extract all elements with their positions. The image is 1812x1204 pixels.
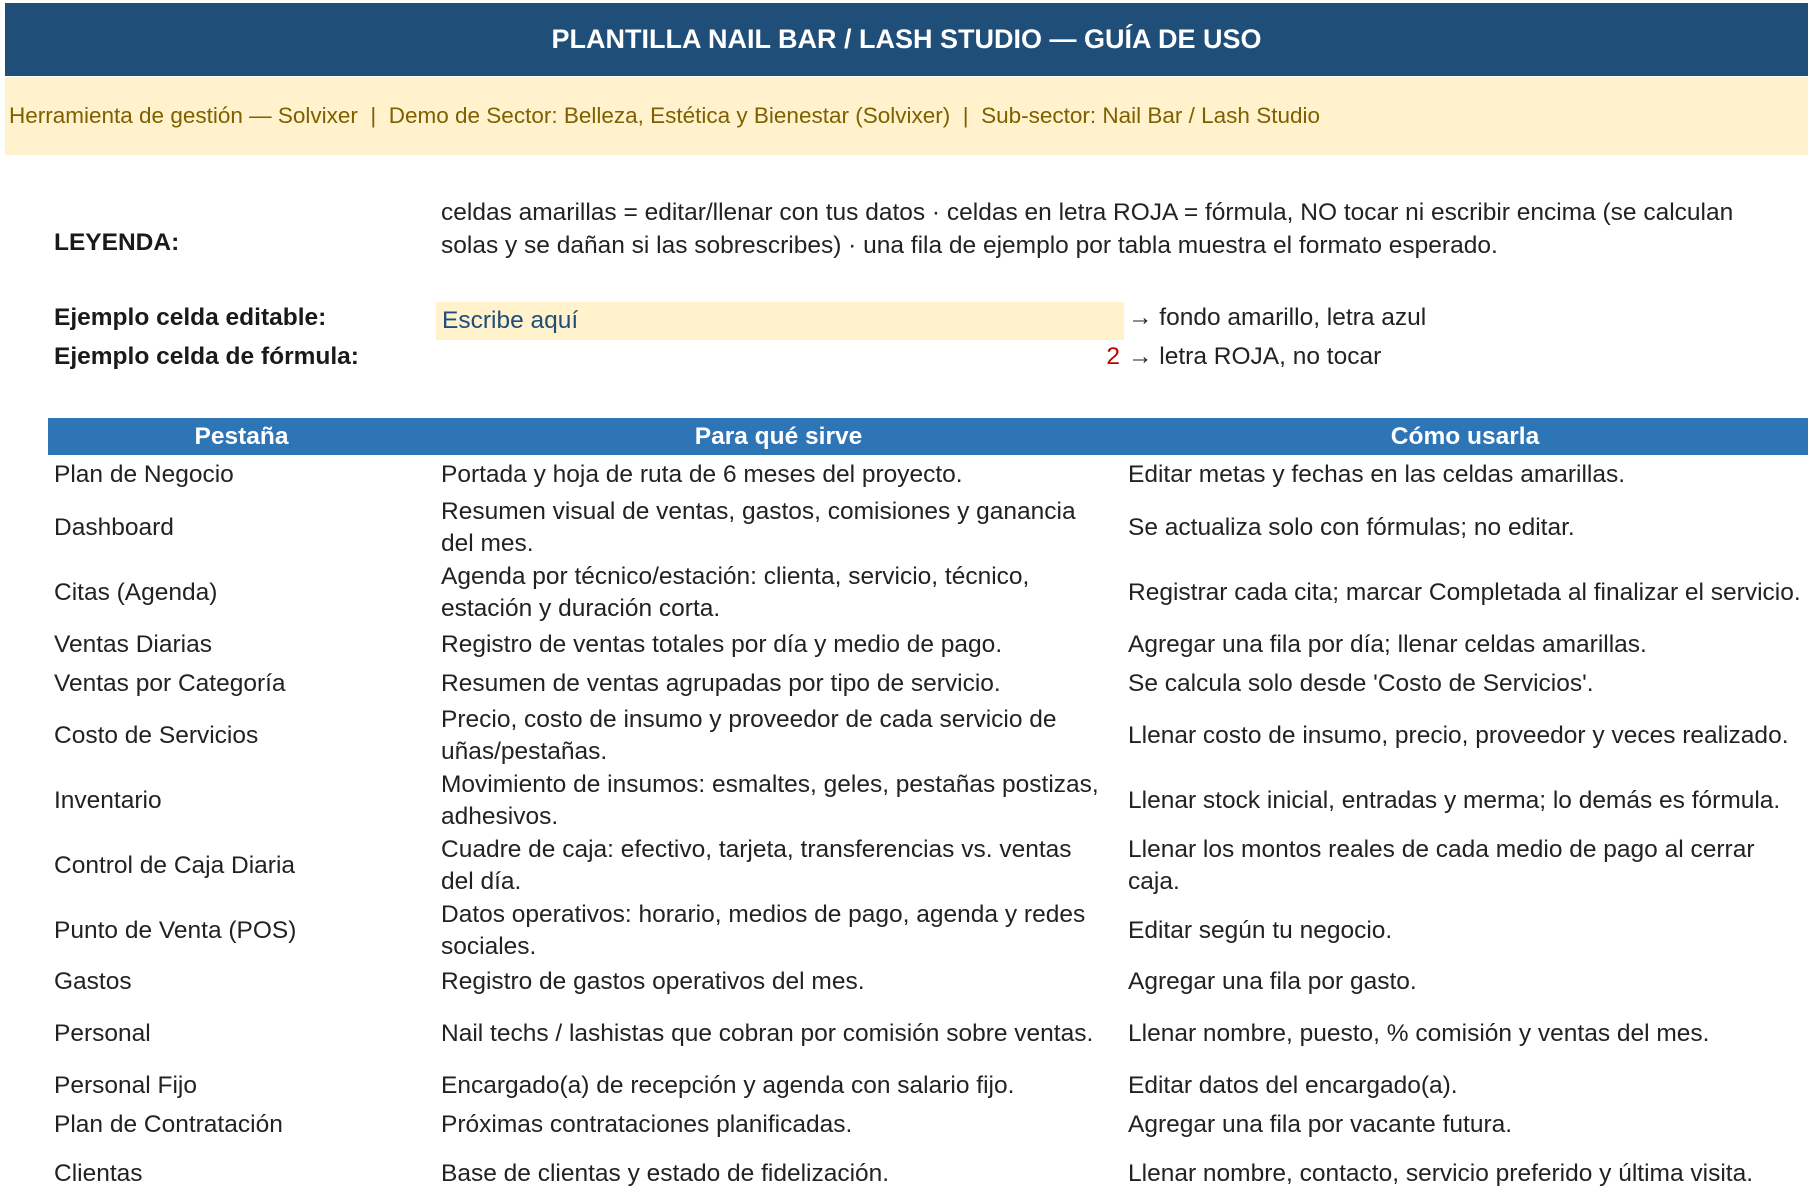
purpose-cell: Encargado(a) de recepción y agenda con salario fijo.	[441, 1071, 1015, 1099]
legend-label: LEYENDA:	[54, 229, 180, 256]
tab-name-cell: Personal Fijo	[54, 1071, 197, 1099]
usage-cell: Agregar una fila por vacante futura.	[1128, 1110, 1513, 1138]
table-row	[0, 833, 1812, 898]
table-row	[0, 664, 1812, 703]
tab-name-cell: Ventas por Categoría	[54, 669, 286, 697]
usage-cell: Agregar una fila por gasto.	[1128, 968, 1417, 995]
purpose-cell: Resumen de ventas agrupadas por tipo de servicio.	[441, 669, 1001, 697]
purpose-cell: Nail techs / lashistas que cobran por comisión sobre ventas.	[441, 1019, 1094, 1047]
usage-cell: Llenar costo de insumo, precio, proveedor y veces realizado.	[1128, 721, 1789, 749]
usage-cell: Llenar nombre, puesto, % comisión y ventas del mes.	[1128, 1019, 1710, 1047]
table-row	[0, 1066, 1812, 1105]
formula-example-cell: 2	[1106, 343, 1120, 370]
purpose-cell: Registro de gastos operativos del mes.	[441, 968, 865, 995]
tab-name-cell: Gastos	[54, 968, 132, 995]
tab-name-cell: Personal	[54, 1019, 151, 1047]
table-header	[48, 418, 1808, 455]
usage-cell: Editar datos del encargado(a).	[1128, 1071, 1458, 1099]
purpose-cell: Próximas contrataciones planificadas.	[441, 1110, 853, 1138]
usage-cell: Agregar una fila por día; llenar celdas amarillas.	[1128, 630, 1647, 658]
tab-name-cell: Inventario	[54, 786, 162, 814]
usage-cell: Llenar nombre, contacto, servicio preferido y última visita.	[1128, 1160, 1754, 1187]
table-row	[0, 625, 1812, 664]
usage-cell: Llenar los montos reales de cada medio de pago al cerrar caja.	[1128, 835, 1755, 895]
legend-text: celdas amarillas = editar/llenar con tus datos · celdas en letra ROJA = fórmula, NO tocar ni escribir encima (se calculan solas y se dañan si las sobrescribes) · una fila de ejemplo por tabla muestra el formato esperado.	[441, 199, 1734, 259]
editable-example-label: Ejemplo celda editable:	[54, 304, 327, 331]
purpose-cell: Movimiento de insumos: esmaltes, geles, pestañas postizas, adhesivos.	[441, 770, 1099, 830]
usage-cell: Se actualiza solo con fórmulas; no editar.	[1128, 513, 1575, 541]
formula-example-label: Ejemplo celda de fórmula:	[54, 343, 359, 370]
sheet-subtitle: Herramienta de gestión — Solvixer | Demo de Sector: Belleza, Estética y Bienestar (Solvixer) | Sub-sector: Nail Bar / Lash Studio	[5, 77, 1808, 155]
table-row	[0, 1001, 1812, 1066]
table-row	[0, 495, 1812, 560]
header-como-usarla: Cómo usarla	[1390, 422, 1540, 450]
usage-cell: Llenar stock inicial, entradas y merma; lo demás es fórmula.	[1128, 786, 1781, 814]
header-pestana: Pestaña	[194, 422, 289, 450]
usage-cell: Editar según tu negocio.	[1128, 916, 1393, 944]
purpose-cell: Precio, costo de insumo y proveedor de cada servicio de uñas/pestañas.	[441, 705, 1057, 765]
tab-name-cell: Dashboard	[54, 513, 174, 541]
tab-name-cell: Clientas	[54, 1160, 143, 1187]
tab-name-cell: Citas (Agenda)	[54, 578, 218, 606]
editable-example-note: → fondo amarillo, letra azul	[1128, 304, 1427, 331]
table-row	[0, 703, 1812, 768]
table-row	[0, 1144, 1812, 1204]
tab-name-cell: Ventas Diarias	[54, 630, 212, 658]
table-row	[0, 455, 1812, 495]
table-row	[0, 768, 1812, 833]
table-row	[0, 560, 1812, 625]
usage-cell: Se calcula solo desde 'Costo de Servicios'.	[1128, 669, 1594, 697]
tab-name-cell: Punto de Venta (POS)	[54, 916, 297, 944]
purpose-cell: Cuadre de caja: efectivo, tarjeta, transferencias vs. ventas del día.	[441, 835, 1072, 895]
purpose-cell: Resumen visual de ventas, gastos, comisiones y ganancia del mes.	[441, 497, 1076, 557]
purpose-cell: Datos operativos: horario, medios de pago, agenda y redes sociales.	[441, 900, 1086, 960]
guide-table-body	[0, 455, 1812, 1204]
tab-name-cell: Costo de Servicios	[54, 721, 259, 749]
tab-name-cell: Control de Caja Diaria	[54, 851, 296, 879]
table-row	[0, 898, 1812, 963]
editable-example-cell[interactable]: Escribe aquí	[436, 302, 1124, 340]
header-para-que-sirve: Para qué sirve	[694, 422, 863, 450]
usage-cell: Editar metas y fechas en las celdas amarillas.	[1128, 461, 1626, 488]
usage-cell: Registrar cada cita; marcar Completada al finalizar el servicio.	[1128, 578, 1801, 606]
formula-example-note: → letra ROJA, no tocar	[1128, 343, 1382, 370]
tab-name-cell: Plan de Contratación	[54, 1110, 283, 1138]
tab-name-cell: Plan de Negocio	[54, 461, 234, 488]
purpose-cell: Base de clientas y estado de fidelización.	[441, 1160, 890, 1187]
purpose-cell: Registro de ventas totales por día y medio de pago.	[441, 630, 1003, 658]
table-row	[0, 963, 1812, 1001]
purpose-cell: Agenda por técnico/estación: clienta, servicio, técnico, estación y duración corta.	[441, 562, 1030, 622]
table-row	[0, 1105, 1812, 1144]
purpose-cell: Portada y hoja de ruta de 6 meses del proyecto.	[441, 461, 963, 488]
sheet-title: PLANTILLA NAIL BAR / LASH STUDIO — GUÍA DE USO	[5, 3, 1808, 76]
